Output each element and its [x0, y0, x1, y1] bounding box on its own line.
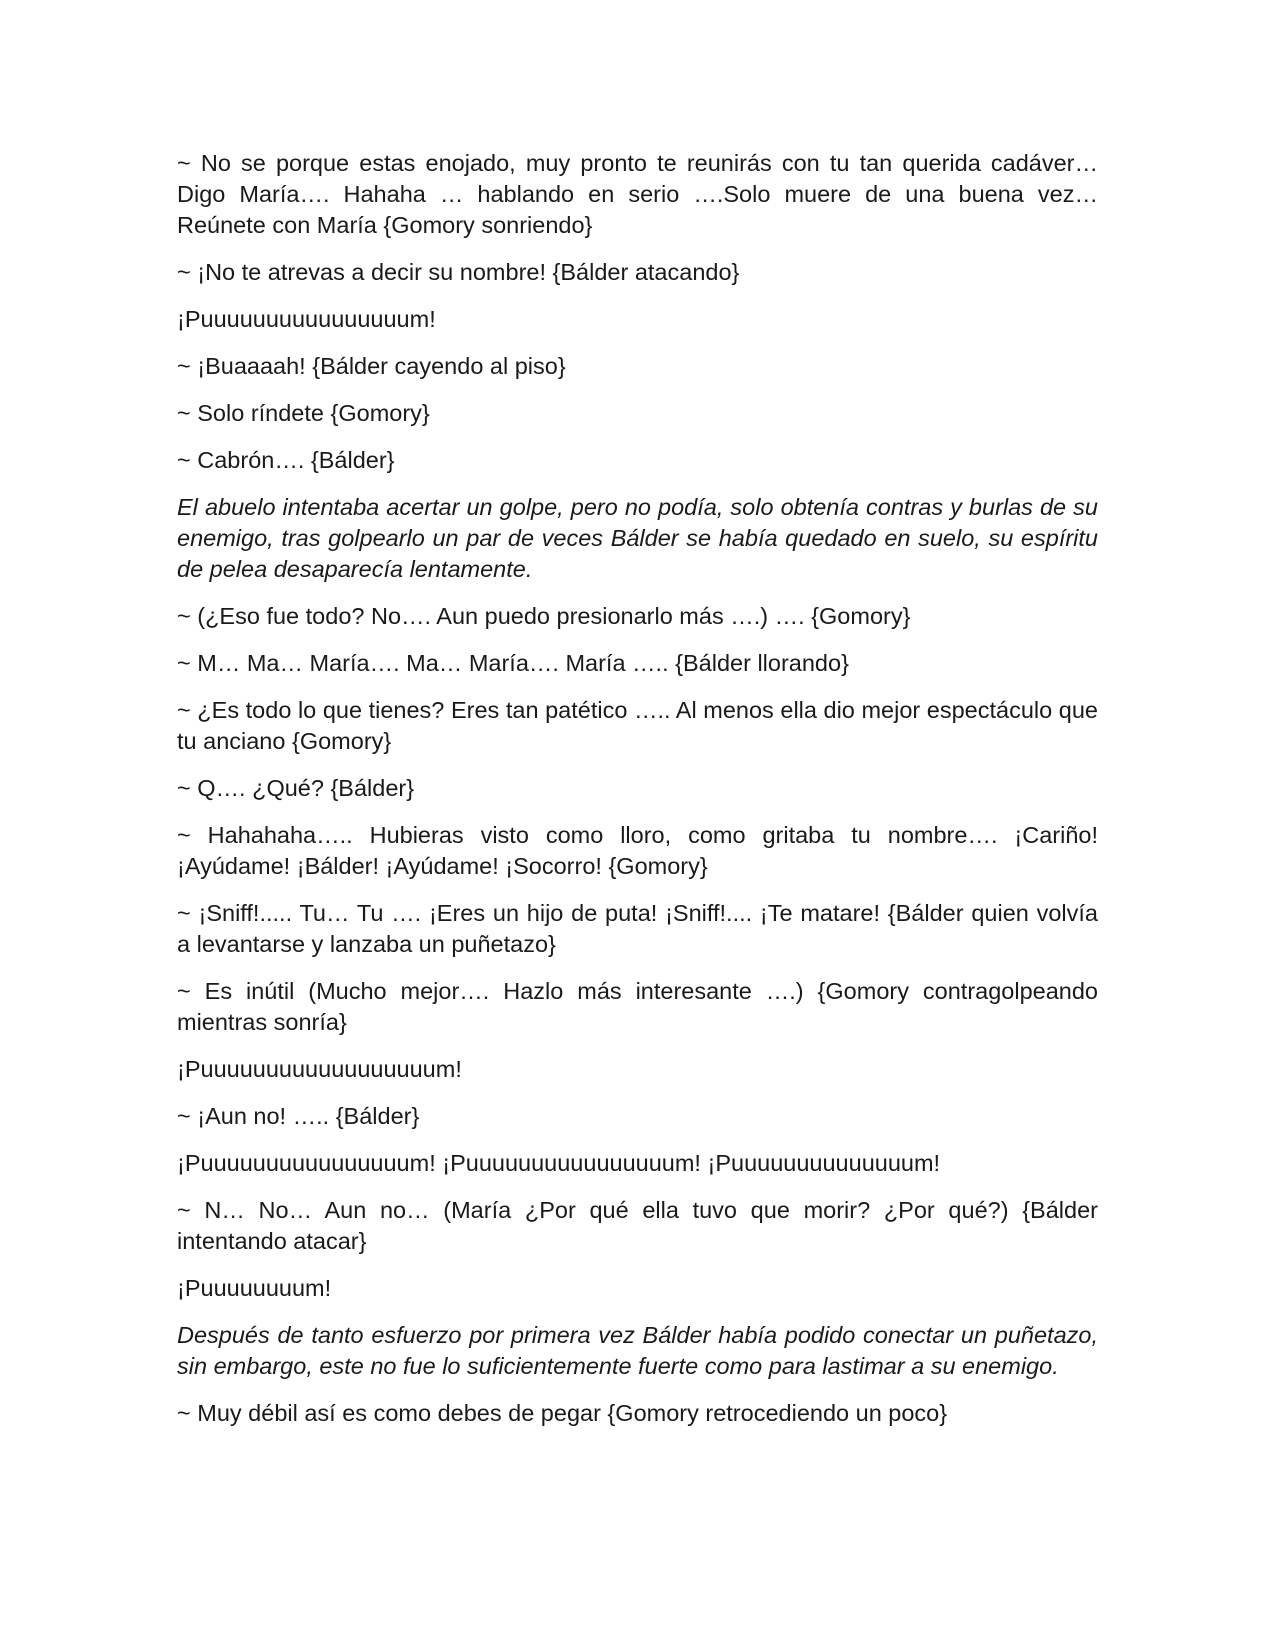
dialogue-paragraph: ~ Hahahaha….. Hubieras visto como lloro, como gritaba tu nombre…. ¡Cariño! ¡Ayúdame! ¡Bálder! ¡Ayúdame! ¡Socorro! {Gomory}	[177, 822, 1098, 879]
dialogue-paragraph: ~ (¿Eso fue todo? No…. Aun puedo presionarlo más ….) …. {Gomory}	[177, 603, 911, 629]
sound-effect-paragraph: ¡Puuuuuuuum!	[177, 1275, 332, 1301]
sound-effect-paragraph: ¡Puuuuuuuuuuuuuuuuuum!	[177, 1056, 462, 1082]
dialogue-paragraph: ~ ¡Buaaaah! {Bálder cayendo al piso}	[177, 353, 566, 379]
dialogue-paragraph: ~ Cabrón…. {Bálder}	[177, 447, 395, 473]
dialogue-paragraph: ~ N… No… Aun no… (María ¿Por qué ella tuvo que morir? ¿Por qué?) {Bálder intentando atacar}	[177, 1197, 1098, 1254]
dialogue-paragraph: ~ ¡Sniff!..... Tu… Tu …. ¡Eres un hijo de puta! ¡Sniff!.... ¡Te matare! {Bálder quien volvía a levantarse y lanzaba un puñetazo}	[177, 900, 1098, 957]
narration-paragraph: El abuelo intentaba acertar un golpe, pero no podía, solo obtenía contras y burlas de su enemigo, tras golpearlo un par de veces Bálder se había quedado en suelo, su espíritu de pelea desaparecía lentamente.	[177, 494, 1098, 582]
dialogue-paragraph: ~ No se porque estas enojado, muy pronto te reunirás con tu tan querida cadáver… Digo María…. Hahaha … hablando en serio ….Solo muere de una buena vez… Reúnete con María {Gomory sonriendo}	[177, 150, 1098, 238]
dialogue-paragraph: ~ ¡Aun no! ….. {Bálder}	[177, 1103, 420, 1129]
dialogue-paragraph: ~ Es inútil (Mucho mejor…. Hazlo más interesante ….) {Gomory contragolpeando mientras sonría}	[177, 978, 1098, 1035]
dialogue-paragraph: ~ M… Ma… María…. Ma… María…. María ….. {Bálder llorando}	[177, 650, 849, 676]
dialogue-paragraph: ~ ¿Es todo lo que tienes? Eres tan patético ….. Al menos ella dio mejor espectáculo que tu anciano {Gomory}	[177, 697, 1098, 754]
dialogue-paragraph: ~ Muy débil así es como debes de pegar {Gomory retrocediendo un poco}	[177, 1400, 948, 1426]
sound-effect-paragraph: ¡Puuuuuuuuuuuuuuuum!	[177, 306, 436, 332]
dialogue-paragraph: ~ ¡No te atrevas a decir su nombre! {Bálder atacando}	[177, 259, 740, 285]
dialogue-paragraph: ~ Q…. ¿Qué? {Bálder}	[177, 775, 415, 801]
document-page	[177, 148, 1098, 1445]
sound-effect-paragraph: ¡Puuuuuuuuuuuuuuuum! ¡Puuuuuuuuuuuuuuuum! ¡Puuuuuuuuuuuuuum!	[177, 1150, 941, 1176]
dialogue-paragraph: ~ Solo ríndete {Gomory}	[177, 400, 430, 426]
narration-paragraph: Después de tanto esfuerzo por primera vez Bálder había podido conectar un puñetazo, sin embargo, este no fue lo suficientemente fuerte como para lastimar a su enemigo.	[177, 1322, 1098, 1379]
